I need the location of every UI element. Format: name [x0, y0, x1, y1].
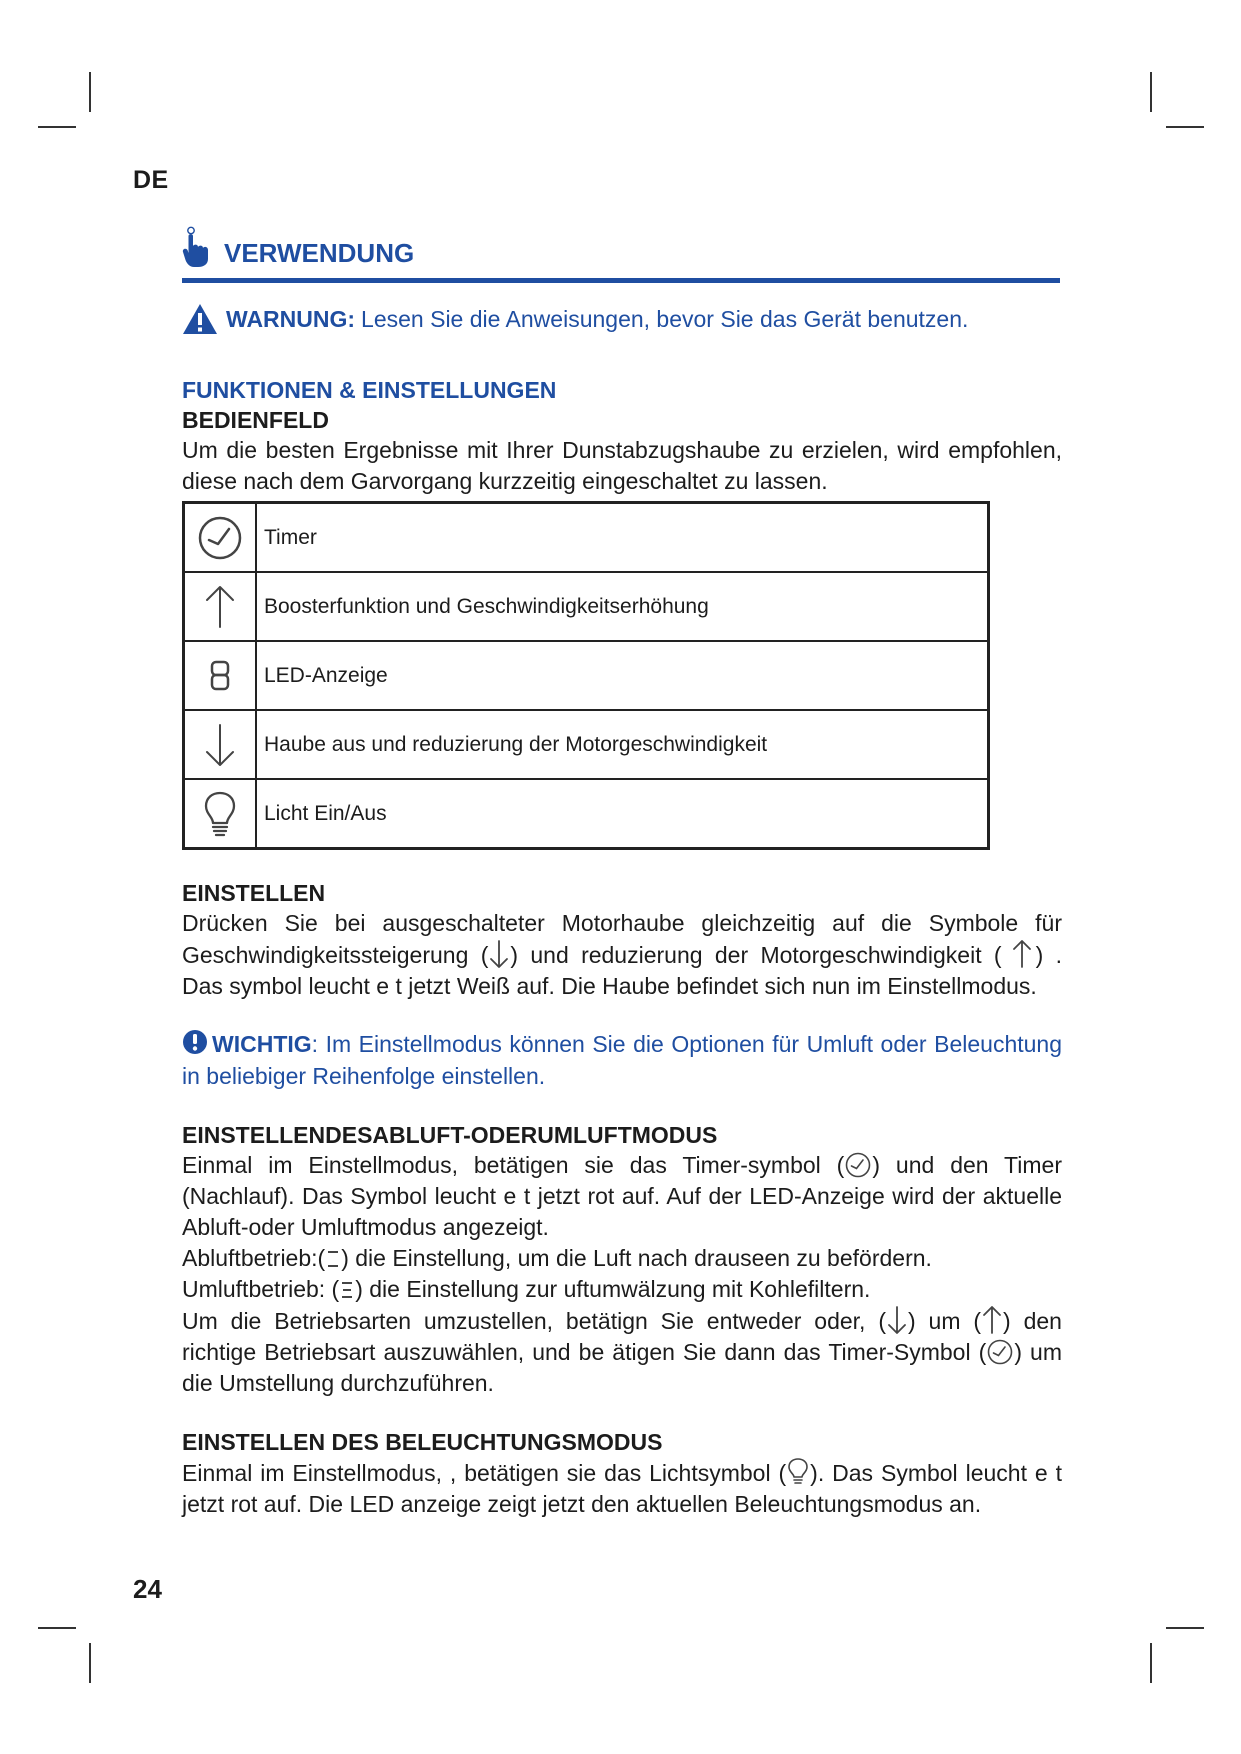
- table-row: [184, 779, 989, 849]
- lighting-mode-heading: EINSTELLEN DES BELEUCHTUNGSMODUS: [182, 1429, 663, 1455]
- table-label: Licht Ein/Aus: [256, 779, 989, 849]
- crop-mark-bottom-right-h: [1166, 1627, 1204, 1629]
- arrow-up-icon: [981, 1305, 1003, 1335]
- arrow-up-cell: [184, 572, 257, 641]
- exhaust-mode-paragraph-2: [182, 1243, 1062, 1274]
- timer-icon: [986, 1338, 1014, 1366]
- table-row: [184, 710, 989, 779]
- light-bulb-icon: [202, 790, 238, 838]
- exhaust-p4-c: ) den richtige Betriebsart auszuwählen, und be ätigen Sie dann das Timer-Symbol (: [182, 1308, 1062, 1365]
- lighting-mode-paragraph: [182, 1457, 1062, 1520]
- table-label: LED-Anzeige: [256, 641, 989, 710]
- exclamation-icon: [182, 1029, 208, 1055]
- exhaust-p2-a: Abluftbetrieb:(: [182, 1245, 326, 1271]
- exhaust-p4-d: ) um die Umstellung durchzuführen.: [182, 1339, 1062, 1396]
- arrow-down-cell: [184, 710, 257, 779]
- page-number: 24: [133, 1574, 162, 1604]
- exhaust-p1-b: ) und den Timer (Nachlauf). Das Symbol leucht e t jetzt rot auf. Auf der LED-Anzeige wird der aktuelle Abluft-oder Umluftmodus angezeigt.: [182, 1152, 1062, 1240]
- setup-text-b: ) und reduzierung der Motorgeschwindigkeit (: [510, 942, 1002, 968]
- crop-mark-top-left-h: [38, 126, 76, 128]
- important-text: : Im Einstellmodus können Sie die Optionen für Umluft oder Beleuchtung in beliebiger Reihenfolge einstellen.: [182, 1031, 1062, 1089]
- arrow-down-icon: [203, 722, 237, 768]
- arrow-down-icon: [488, 939, 510, 969]
- table-label: Haube aus und reduzierung der Motorgeschwindigkeit: [256, 710, 989, 779]
- light-bulb-cell: [184, 779, 257, 849]
- exhaust-p2-b: ) die Einstellung, um die Luft nach drauseen zu befördern.: [341, 1245, 932, 1271]
- timer-icon: [197, 515, 243, 561]
- arrow-up-icon: [1002, 939, 1036, 969]
- exhaust-p4-a: Um die Betriebsarten umzustellen, betätign Sie entweder oder, (: [182, 1308, 886, 1334]
- timer-cell: [184, 503, 257, 573]
- crop-mark-bottom-left-v: [89, 1643, 91, 1683]
- pointing-hand-icon: [182, 226, 212, 268]
- lighting-p1-b: ). Das Symbol leucht e t jetzt rot auf. Die LED anzeige zeigt jetzt den aktuellen Beleuchtungsmodus an.: [182, 1460, 1063, 1517]
- exhaust-mode-paragraph-4: [182, 1305, 1062, 1399]
- functions-heading: FUNKTIONEN & EINSTELLUNGEN: [182, 377, 557, 403]
- led-digit-icon: [209, 660, 231, 692]
- warning-label: WARNUNG:: [226, 305, 356, 332]
- warning-line: [182, 303, 1062, 335]
- section-divider: [182, 278, 1060, 283]
- section-title: VERWENDUNG: [224, 238, 415, 268]
- timer-icon: [844, 1151, 872, 1179]
- control-panel-table: [182, 501, 990, 850]
- crop-mark-bottom-right-v: [1150, 1643, 1152, 1683]
- setup-paragraph: [182, 908, 1062, 1002]
- crop-mark-bottom-left-h: [38, 1627, 76, 1629]
- exhaust-mode-icon: [325, 1246, 341, 1272]
- recirculation-mode-icon: [339, 1277, 355, 1303]
- table-row: [184, 572, 989, 641]
- important-label: WICHTIG: [212, 1031, 312, 1057]
- page-content: [182, 224, 1062, 1520]
- table-label: Timer: [256, 503, 989, 573]
- setup-heading: EINSTELLEN: [182, 880, 326, 906]
- exhaust-mode-paragraph-3: [182, 1274, 1062, 1305]
- important-note: [182, 1028, 1062, 1092]
- crop-mark-top-left-v: [89, 72, 91, 112]
- control-panel-heading: BEDIENFELD: [182, 407, 329, 433]
- exhaust-mode-heading: EINSTELLENDESABLUFT-ODERUMLUFTMODUS: [182, 1122, 718, 1148]
- setup-text-a: Drücken Sie bei ausgeschalteter Motorhaube gleichzeitig auf die Symbole für Geschwindigkeitssteigerung (: [182, 910, 1062, 968]
- warning-triangle-icon: [182, 303, 218, 335]
- section-header: [182, 224, 1062, 268]
- exhaust-mode-paragraph-1: [182, 1150, 1062, 1243]
- exhaust-p3-a: Umluftbetrieb: (: [182, 1276, 340, 1302]
- warning-text: Lesen Sie die Anweisungen, bevor Sie das Gerät benutzen.: [361, 305, 969, 332]
- control-panel-intro: Um die besten Ergebnisse mit Ihrer Dunstabzugshaube zu erzielen, wird empfohlen, diese nach dem Garvorgang kurzzeitig eingeschaltet zu lassen.: [182, 437, 1062, 494]
- table-label: Boosterfunktion und Geschwindigkeitserhöhung: [256, 572, 989, 641]
- lighting-p1-a: Einmal im Einstellmodus, , betätigen sie das Lichtsymbol (: [182, 1460, 787, 1486]
- exhaust-p1-a: Einmal im Einstellmodus, betätigen sie das Timer-symbol (: [182, 1152, 845, 1178]
- arrow-down-icon: [886, 1305, 908, 1335]
- arrow-up-icon: [203, 584, 237, 630]
- light-bulb-icon: [786, 1457, 810, 1487]
- table-row: [184, 503, 989, 573]
- language-code: DE: [133, 166, 169, 194]
- crop-mark-top-right-h: [1166, 126, 1204, 128]
- table-row: [184, 641, 989, 710]
- setup-text-c: ) . Das symbol leucht e t jetzt Weiß auf. Die Haube befindet sich nun im Einstellmodus.: [182, 942, 1062, 999]
- led-digit-cell: [184, 641, 257, 710]
- exhaust-p4-b: ) um (: [908, 1308, 982, 1334]
- exhaust-p3-b: ) die Einstellung zur uftumwälzung mit Kohlefiltern.: [355, 1276, 871, 1302]
- crop-mark-top-right-v: [1150, 72, 1152, 112]
